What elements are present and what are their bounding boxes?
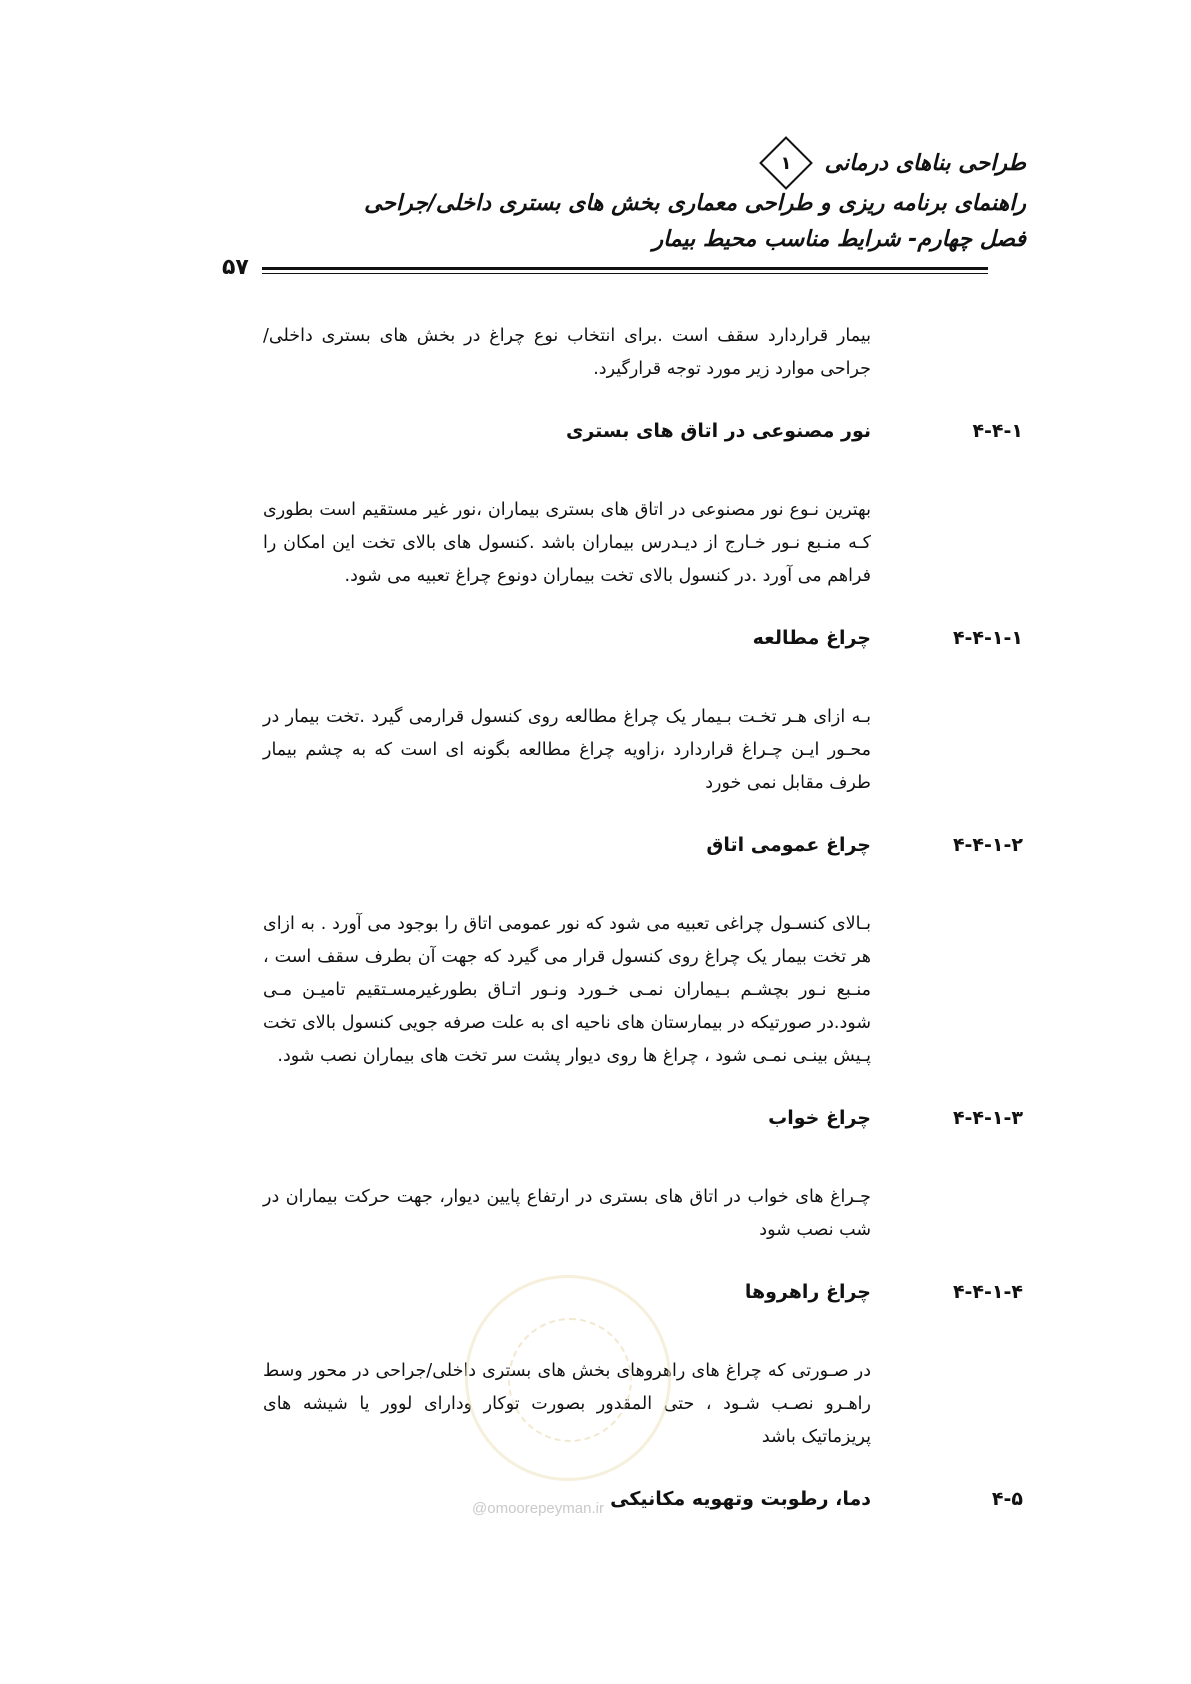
- section-body-block: [263, 1181, 1023, 1247]
- section-body-block: [263, 701, 1023, 800]
- section-number: ۴-۵: [991, 1488, 1023, 1510]
- chapter-title: فصل چهارم- شرایط مناسب محیط بیمار: [652, 227, 1026, 252]
- header-rule-thick: [262, 267, 988, 270]
- section-body: بهترین نـوع نور مصنوعی در اتاق های بستری بیماران ،نور غیر مستقیم است بطوری کـه منـبع نـور خـارج از دیـدرس بیماران باشد .کنسول های بالای تخت این امکان را فراهم می آورد .در کنسول بالای تخت بیماران دونوع چراغ تعبیه می شود.: [263, 500, 871, 586]
- section-number: ۴-۴-۱-۳: [952, 1107, 1023, 1129]
- book-title-line: [266, 140, 1026, 186]
- section-body-block: [263, 494, 1023, 593]
- section-number: ۴-۴-۱-۴: [952, 1281, 1023, 1303]
- watermark-site: @omoorepeyman.ir: [472, 1500, 604, 1517]
- volume-badge: [759, 136, 813, 190]
- header-rule-thin: [262, 273, 988, 274]
- intro-paragraph: بیمار قراردارد سقف است .برای انتخاب نوع چراغ در بخش های بستری داخلی/جراحی موارد زیر مورد توجه قرارگیرد.: [263, 326, 871, 379]
- section-title: چراغ خواب: [768, 1107, 871, 1129]
- section-body: چـراغ های خواب در اتاق های بستری در ارتفاع پایین دیوار، جهت حرکت بیماران در شب نصب شود: [263, 1187, 871, 1240]
- section-number: ۴-۴-۱-۱: [952, 627, 1023, 649]
- section-title: چراغ مطالعه: [752, 627, 871, 649]
- section-title: چراغ راهروها: [744, 1281, 871, 1303]
- section-heading: [263, 1107, 1023, 1147]
- section-heading: [263, 1488, 1023, 1528]
- section-heading: [263, 834, 1023, 874]
- book-title: طراحی بناهای درمانی: [824, 150, 1026, 176]
- section-body: بـه ازای هـر تخـت بـیمار یک چراغ مطالعه روی کنسول قرارمی گیرد .تخت بیمار در محـور ایـن چـراغ قراردارد ،زاویه چراغ مطالعه بگونه ای است که به چشم بیمار طرف مقابل نمی خورد: [263, 707, 871, 793]
- section-number: ۴-۴-۱-۲: [952, 834, 1023, 856]
- section-title: نور مصنوعی در اتاق های بستری: [565, 420, 871, 442]
- section-title: چراغ عمومی اتاق: [706, 834, 871, 856]
- section-heading: [263, 627, 1023, 667]
- section-number: ۴-۴-۱: [972, 420, 1023, 442]
- book-subtitle: راهنمای برنامه ریزی و طراحی معماری بخش های بستری داخلی/جراحی: [364, 191, 1026, 216]
- section-body: در صـورتی که چراغ های راهروهای بخش های بستری داخلی/جراحی در محور وسط راهـرو نصـب شـود ، حتی المقدور بصورت توکار ودارای لوور یا شیشه های پریزماتیک باشد: [263, 1361, 871, 1447]
- watermark-seal-inner: [508, 1318, 632, 1442]
- intro-block: [263, 320, 1023, 386]
- volume-number: ۱: [780, 152, 792, 174]
- watermark-seal: [465, 1275, 671, 1481]
- section-body: بـالای کنسـول چراغی تعبیه می شود که نور عمومی اتاق را بوجود می آورد . به ازای هر تخت بیمار یک چراغ روی کنسول قرار می گیرد که جهت آن بطرف سقف است ، منـبع نـور بچشـم بـیماران نمـی خـورد ونـور اتـاق بطورغیرمسـتقیم تامیـن مـی شود.در صورتیکه در بیمارستان های ناحیه ای به علت صرفه جویی کنسول بالای تخت پـیش بینـی نمـی شود ، چراغ ها روی دیوار پشت سر تخت های بیماران نصب شود.: [263, 914, 871, 1066]
- running-header: [266, 140, 1026, 258]
- page-number: ۵۷: [222, 255, 249, 280]
- section-title: دما، رطوبت وتهویه مکانیکی: [610, 1488, 871, 1510]
- section-body-block: [263, 908, 1023, 1073]
- section-heading: [263, 420, 1023, 460]
